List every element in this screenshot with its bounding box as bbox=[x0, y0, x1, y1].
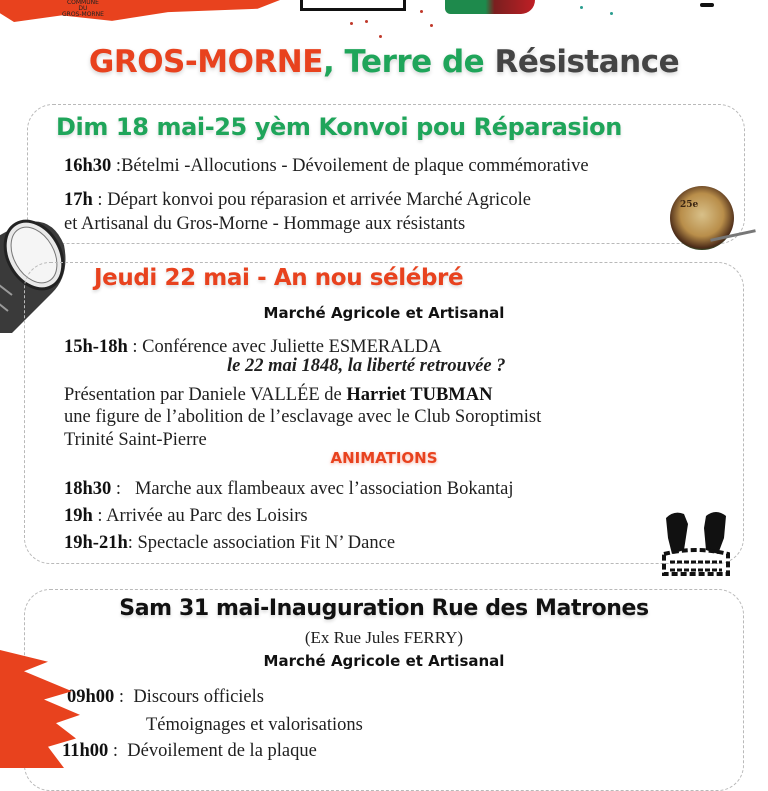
schedule-separator: : bbox=[108, 741, 128, 761]
schedule-time: 19h-21h bbox=[64, 533, 128, 553]
event-heading-31-mai: Sam 31 mai-Inauguration Rue des Matrones bbox=[119, 596, 649, 621]
commune-label-line: DU bbox=[78, 5, 88, 12]
schedule-text: Dévoilement de la plaque bbox=[127, 741, 317, 761]
schedule-time: 11h00 bbox=[62, 741, 109, 761]
schedule-separator: : bbox=[92, 190, 108, 210]
schedule-separator: : bbox=[114, 687, 134, 707]
title-gros-morne: GROS-MORNE bbox=[88, 44, 323, 80]
schedule-separator: : bbox=[111, 156, 122, 176]
commemorative-25-emblem-icon bbox=[670, 186, 734, 250]
splatter-dot bbox=[365, 20, 368, 23]
schedule-separator: : bbox=[127, 337, 143, 357]
splatter-dot bbox=[580, 6, 583, 9]
conference-title: le 22 mai 1848, la liberté retrouvée ? bbox=[227, 356, 506, 376]
commune-label-line: GROS-MORNE bbox=[62, 11, 104, 18]
emblem-label: 25e bbox=[680, 200, 699, 210]
commune-logo-label bbox=[62, 0, 104, 18]
schedule-item bbox=[67, 686, 264, 708]
logo-25-graphic bbox=[445, 0, 535, 14]
event-heading-22-mai: Jeudi 22 mai - An nou sélébré bbox=[94, 265, 464, 291]
schedule-separator: : bbox=[111, 479, 135, 499]
animation-item bbox=[64, 505, 308, 527]
animation-item bbox=[64, 478, 514, 500]
event-subtitle-former-street: (Ex Rue Jules FERRY) bbox=[304, 628, 464, 647]
schedule-time: 17h bbox=[64, 190, 93, 210]
title-resistance: Résistance bbox=[494, 44, 680, 80]
schedule-time: 15h-18h bbox=[64, 337, 128, 357]
splatter-dot bbox=[420, 10, 423, 13]
event-subtitle: Marché Agricole et Artisanal bbox=[263, 652, 505, 670]
presentation-line bbox=[64, 384, 492, 406]
splatter-dot bbox=[700, 3, 714, 7]
schedule-separator: : bbox=[92, 506, 107, 526]
schedule-text: Discours officiels bbox=[133, 687, 264, 707]
schedule-item bbox=[64, 189, 531, 211]
presentation-line: Trinité Saint-Pierre bbox=[64, 430, 207, 450]
schedule-item bbox=[62, 740, 317, 762]
schedule-time: 19h bbox=[64, 506, 93, 526]
splatter-dot bbox=[379, 35, 382, 38]
schedule-text: Spectacle association Fit N’ Dance bbox=[137, 533, 396, 553]
schedule-text: Départ konvoi pou réparasion et arrivée Marché Agricole bbox=[107, 190, 531, 210]
presentation-subject: Harriet TUBMAN bbox=[346, 385, 493, 405]
schedule-text-continued: et Artisanal du Gros-Morne - Hommage aux résistants bbox=[64, 214, 466, 234]
schedule-separator: : bbox=[127, 533, 138, 553]
animations-label: ANIMATIONS bbox=[330, 449, 438, 467]
splatter-dot bbox=[610, 12, 613, 15]
schedule-time: 18h30 bbox=[64, 479, 112, 499]
top-banner-decor bbox=[0, 0, 768, 40]
schedule-text: Arrivée au Parc des Loisirs bbox=[106, 506, 308, 526]
schedule-item: Témoignages et valorisations bbox=[146, 715, 363, 735]
schedule-time: 09h00 bbox=[67, 687, 115, 707]
page-title bbox=[0, 44, 768, 80]
broken-chains-fists-icon bbox=[660, 508, 732, 578]
schedule-text: Bételmi -Allocutions - Dévoilement de plaque commémorative bbox=[121, 156, 589, 176]
schedule-text: Conférence avec Juliette ESMERALDA bbox=[142, 337, 442, 357]
title-comma: , bbox=[322, 44, 345, 80]
red-brush-stroke-top bbox=[0, 0, 280, 22]
splatter-dot bbox=[350, 22, 353, 25]
splatter-dot bbox=[430, 24, 433, 27]
presentation-line: une figure de l’abolition de l’esclavage avec le Club Soroptimist bbox=[64, 407, 542, 427]
event-logo-frame bbox=[300, 0, 406, 11]
schedule-time: 16h30 bbox=[64, 156, 112, 176]
commune-label-line: COMMUNE bbox=[66, 0, 99, 6]
schedule-item bbox=[64, 155, 589, 177]
event-heading-18-mai: Dim 18 mai-25 yèm Konvoi pou Réparasion bbox=[56, 113, 622, 141]
schedule-text: Marche aux flambeaux avec l’association Bokantaj bbox=[134, 479, 514, 499]
title-terre-de: Terre de bbox=[344, 44, 495, 80]
event-subtitle: Marché Agricole et Artisanal bbox=[263, 304, 505, 322]
animation-item bbox=[64, 532, 395, 554]
presentation-text: Présentation par Daniele VALLÉE de bbox=[64, 385, 347, 405]
